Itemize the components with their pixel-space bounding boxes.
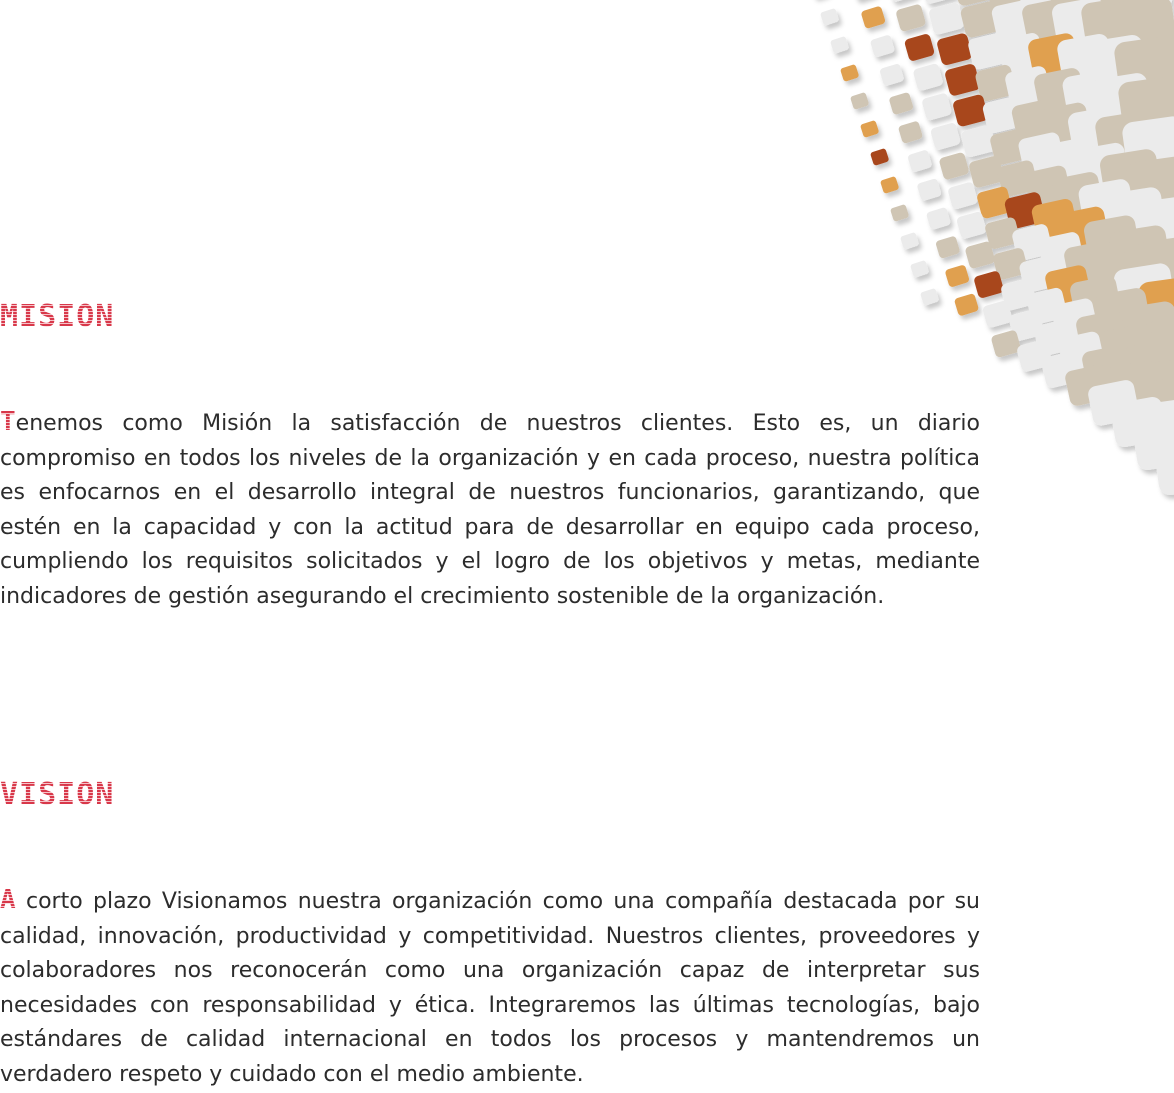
mosaic-tile <box>888 92 913 116</box>
mosaic-tile <box>898 121 923 145</box>
mision-paragraph <box>0 405 980 615</box>
mosaic-tile <box>895 3 926 32</box>
mosaic-tile <box>870 148 889 166</box>
vision-dropcap: A <box>0 885 16 915</box>
mosaic-tile <box>820 8 839 26</box>
mosaic-tile <box>944 63 981 97</box>
mosaic-tile <box>900 232 919 250</box>
mosaic-tile <box>830 36 849 54</box>
mision-heading: MISIÓN <box>0 302 114 332</box>
mision-dropcap: T <box>0 407 16 437</box>
mosaic-tile <box>870 34 895 58</box>
mosaic-tile <box>910 260 929 278</box>
mosaic-tile <box>921 92 952 121</box>
mosaic-tile <box>840 64 859 82</box>
mosaic-tile <box>916 178 941 202</box>
mosaic-tile <box>861 6 886 30</box>
mosaic-tile <box>907 149 932 173</box>
mosaic-tile <box>890 204 909 222</box>
mosaic-tile <box>936 32 973 66</box>
mosaic-tile <box>930 122 961 151</box>
mosaic-tile <box>912 63 943 92</box>
mosaic-tile <box>860 120 879 138</box>
mision-body-text: enemos como Misión la satisfacción de nuestros clientes. Esto es, un diario compromiso en todos los niveles de la organización y en cada proceso, nuestra política es enfocarnos en el desarrollo integral de nuestros funcionarios, garantizando, que estén en la capacidad y con la actitud para de desarrollar en equipo cada proceso, cumpliendo los requisitos solicitados y el logro de los objetivos y metas, mediante indicadores de gestión asegurando el crecimiento sostenible de la organización. <box>0 411 980 609</box>
mosaic-tile <box>850 92 869 110</box>
mosaic-tile <box>928 2 965 36</box>
mosaic-tile <box>920 288 939 306</box>
mosaic-tile <box>926 207 951 231</box>
vision-heading: VISIÓN <box>0 780 114 810</box>
mosaic-tile <box>879 63 904 87</box>
mosaic-tile <box>886 0 917 3</box>
mosaic-tile <box>938 152 969 181</box>
mosaic-tile <box>880 176 899 194</box>
mosaic-tile <box>935 236 960 260</box>
vision-paragraph <box>0 883 980 1093</box>
mosaic-tile <box>945 264 970 288</box>
mosaic-tile <box>947 181 978 210</box>
mosaic-tile <box>904 33 935 62</box>
vision-body-text: corto plazo Visionamos nuestra organización como una compañía destacada por su calidad, innovación, productividad y competitividad. Nuestros clientes, proveedores y colaboradores nos reconocerán como una organización capaz de interpretar sus necesidades con responsabilidad y ética. Integraremos las últimas tecnologías, bajo estándares de calidad internacional en todos los procesos y mantendremos un verdadero respeto y cuidado con el medio ambiente. <box>0 889 980 1087</box>
mosaic-tile <box>954 293 979 317</box>
